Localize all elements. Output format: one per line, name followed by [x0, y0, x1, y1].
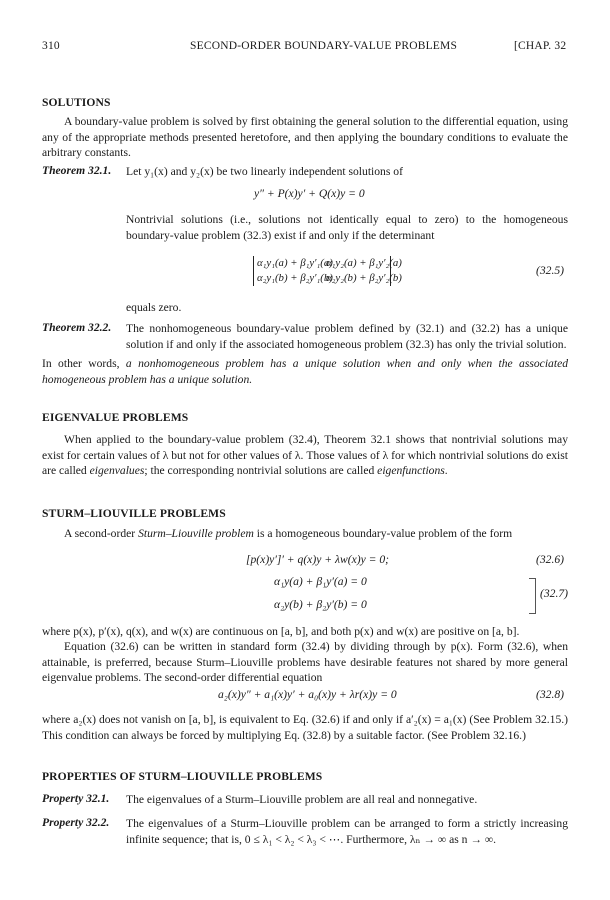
sturm-intro: [42, 526, 568, 542]
chapter-label: [CHAP. 32: [514, 40, 567, 52]
property-32-2-label: Property 32.2.: [42, 816, 110, 829]
eigen-text-b: ; the corresponding nontrivial solutions are called: [144, 464, 375, 477]
in-other-words-paragraph: [42, 356, 568, 387]
page-number: 310: [42, 40, 60, 52]
theorem-32-2-text: The nonhomogeneous boundary-value problem defined by (32.1) and (32.2) has a unique solution if and only if the associated homogeneous problem (32.3) has only the trivial solution.: [126, 322, 568, 351]
sturm-intro-b: is a homogeneous boundary-value problem of the form: [256, 527, 513, 540]
equation-number-32-6: (32.6): [536, 553, 565, 566]
det-r2c2: α₂y₂(b) + β₂y′₂(b): [326, 272, 402, 284]
sturm-intro-a: A second-order: [64, 527, 136, 540]
equation-number-32-7: (32.7): [540, 587, 569, 600]
theorem-32-1-equation: y″ + P(x)y′ + Q(x)y = 0: [254, 187, 365, 200]
det-r1c1: α₁y₁(a) + β₁y′₁(a): [257, 257, 333, 269]
equals-zero-text: equals zero.: [126, 301, 182, 314]
boundary-condition-1: α₁y(a) + β₁y′(a) = 0: [274, 575, 367, 588]
section-heading-eigenvalue: EIGENVALUE PROBLEMS: [42, 411, 189, 424]
sturm-liouville-term: Sturm–Liouville problem: [138, 527, 254, 540]
theorem-32-1-label: Theorem 32.1.: [42, 164, 112, 177]
det-r2c1: α₂y₁(b) + β₂y′₁(b): [257, 272, 333, 284]
det-r1c2: α₁y₂(a) + β₁y′₂(a): [326, 257, 402, 269]
theorem-32-1-text: Let y₁(x) and y₂(x) be two linearly independent solutions of: [126, 165, 403, 178]
boundary-condition-2: α₂y(b) + β₂y′(b) = 0: [274, 598, 367, 611]
section-heading-solutions: SOLUTIONS: [42, 96, 111, 109]
property-32-1-label: Property 32.1.: [42, 792, 110, 805]
equation-32-8: a₂(x)y″ + a₁(x)y′ + a₀(x)y + λr(x)y = 0: [218, 688, 397, 701]
in-other-words-italic: a nonhomogeneous problem has a unique solution when and only when the associated homogeneous problem has a unique solution.: [42, 357, 569, 386]
equivalence-paragraph: where a₂(x) does not vanish on [a, b], is equivalent to Eq. (32.6) if and only if a′₂(x) = a₁(x) (See Problem 32.15.) This condition can always be forced by multiplying Eq. (32.8) by a suitable factor. (See Problem 32.16.): [42, 713, 568, 742]
in-other-words-lead: In other words,: [42, 357, 120, 370]
sturm-where-text: where p(x), p′(x), q(x), and w(x) are continuous on [a, b], and both p(x) and w(x) are positive on [a, b].: [42, 625, 520, 638]
equation-number-32-5: (32.5): [536, 264, 565, 277]
running-title: SECOND-ORDER BOUNDARY-VALUE PROBLEMS: [190, 40, 458, 52]
eigen-text-c: .: [444, 464, 448, 477]
eigen-text-a: When applied to the boundary-value problem (32.4), Theorem 32.1 shows that nontrivial solutions may exist for certain values of λ but not for other values of λ. Those values of λ for which nontrivial solutions do exist are called: [42, 433, 568, 477]
boundary-condition-brace: [529, 578, 536, 614]
eigenvalues-term: eigenvalues: [89, 464, 145, 477]
equation-32-6: [p(x)y′]′ + q(x)y + λw(x)y = 0;: [246, 553, 390, 566]
theorem-32-2-label: Theorem 32.2.: [42, 321, 112, 334]
standard-form-paragraph: Equation (32.6) can be written in standard form (32.4) by dividing through by p(x). Form (32.6), when attainable, is preferred, because Sturm–Liouville problems have desirable features not shared by more general eigenvalue problems. The second-order differential equation: [42, 640, 568, 684]
property-32-2-text: The eigenvalues of a Sturm–Liouville problem can be arranged to form a strictly increasing infinite sequence; that is, 0 ≤ λ₁ < λ₂ < λ₃ < ⋯. Furthermore, λₙ → ∞ as n → ∞.: [126, 817, 568, 846]
solutions-intro: A boundary-value problem is solved by first obtaining the general solution to the differential equation, using any of the appropriate methods presented heretofore, and then applying the boundary conditions to evaluate the arbitrary constants.: [42, 115, 568, 159]
section-heading-sturm-liouville: STURM–LIOUVILLE PROBLEMS: [42, 507, 226, 520]
eigenfunctions-term: eigenfunctions: [377, 464, 445, 477]
property-32-1-text: The eigenvalues of a Sturm–Liouville problem are all real and nonnegative.: [126, 793, 478, 806]
wronskian-determinant: [253, 256, 402, 286]
eigenvalue-paragraph: [42, 432, 568, 479]
equation-number-32-8: (32.8): [536, 688, 565, 701]
section-heading-properties: PROPERTIES OF STURM–LIOUVILLE PROBLEMS: [42, 770, 323, 783]
theorem-32-1-text-2: Nontrivial solutions (i.e., solutions not identically equal to zero) to the homogeneous boundary-value problem (32.3) exist if and only if the determinant: [126, 213, 568, 242]
